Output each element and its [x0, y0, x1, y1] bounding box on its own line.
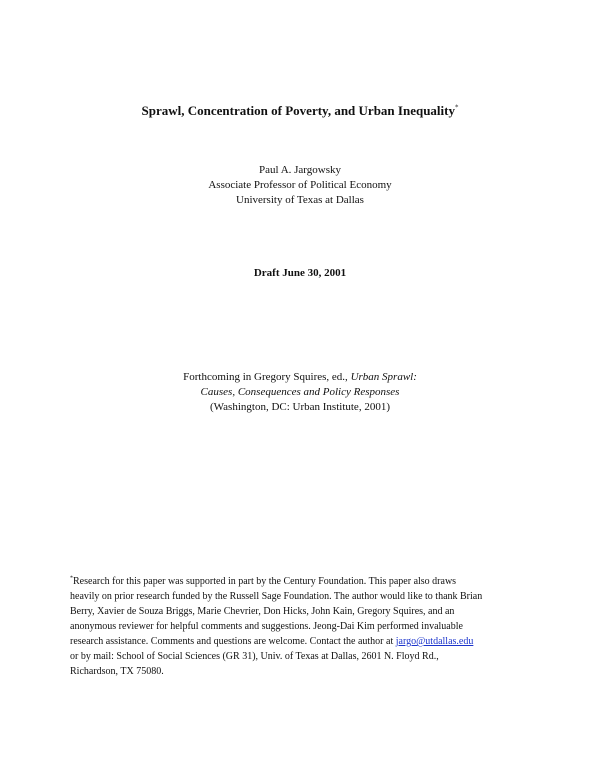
footnote-line-5-text: research assistance. Comments and questions are welcome. Contact the author at: [70, 636, 396, 647]
footnote-line-1: [70, 574, 540, 589]
forthcoming-publisher: (Washington, DC: Urban Institute, 2001): [210, 401, 390, 413]
forthcoming-line-2: [0, 385, 600, 400]
paper-title: [0, 103, 600, 119]
book-title-part-2: Causes, Consequences and Policy Responses: [200, 386, 400, 398]
paper-title-text: Sprawl, Concentration of Poverty, and Urban Inequality: [141, 103, 455, 118]
title-footnote-marker: *: [454, 103, 459, 112]
forthcoming-block: [0, 370, 600, 415]
footnote-marker: *: [70, 575, 73, 582]
author-block: [0, 163, 600, 208]
forthcoming-prefix: Forthcoming in Gregory Squires, ed.,: [183, 371, 351, 383]
draft-date: Draft June 30, 2001: [253, 267, 347, 279]
forthcoming-line-1: [0, 370, 600, 385]
footnote-line-5: [70, 634, 540, 649]
author-affiliation: University of Texas at Dallas: [236, 194, 364, 206]
author-name: Paul A. Jargowsky: [259, 164, 341, 176]
footnote-line-4: anonymous reviewer for helpful comments and suggestions. Jeong-Dai Kim performed invaluable: [70, 621, 463, 632]
footnote-line-1-text: Research for this paper was supported in part by the Century Foundation. This paper also draws: [73, 576, 457, 587]
book-title-part-1: Urban Sprawl:: [350, 371, 417, 383]
footnote-line-6: or by mail: School of Social Sciences (GR 31), Univ. of Texas at Dallas, 2601 N. Floyd Rd.,: [70, 651, 439, 662]
footnote-line-3: Berry, Xavier de Souza Briggs, Marie Chevrier, Don Hicks, John Kain, Gregory Squires, and an: [70, 606, 455, 617]
footnote-line-7: Richardson, TX 75080.: [70, 666, 164, 677]
footnote-line-2: heavily on prior research funded by the Russell Sage Foundation. The author would like to thank Brian: [70, 591, 483, 602]
author-email-link[interactable]: jargo@utdallas.edu: [395, 636, 474, 647]
author-position: Associate Professor of Political Economy: [208, 179, 392, 191]
footnote: [70, 574, 540, 679]
